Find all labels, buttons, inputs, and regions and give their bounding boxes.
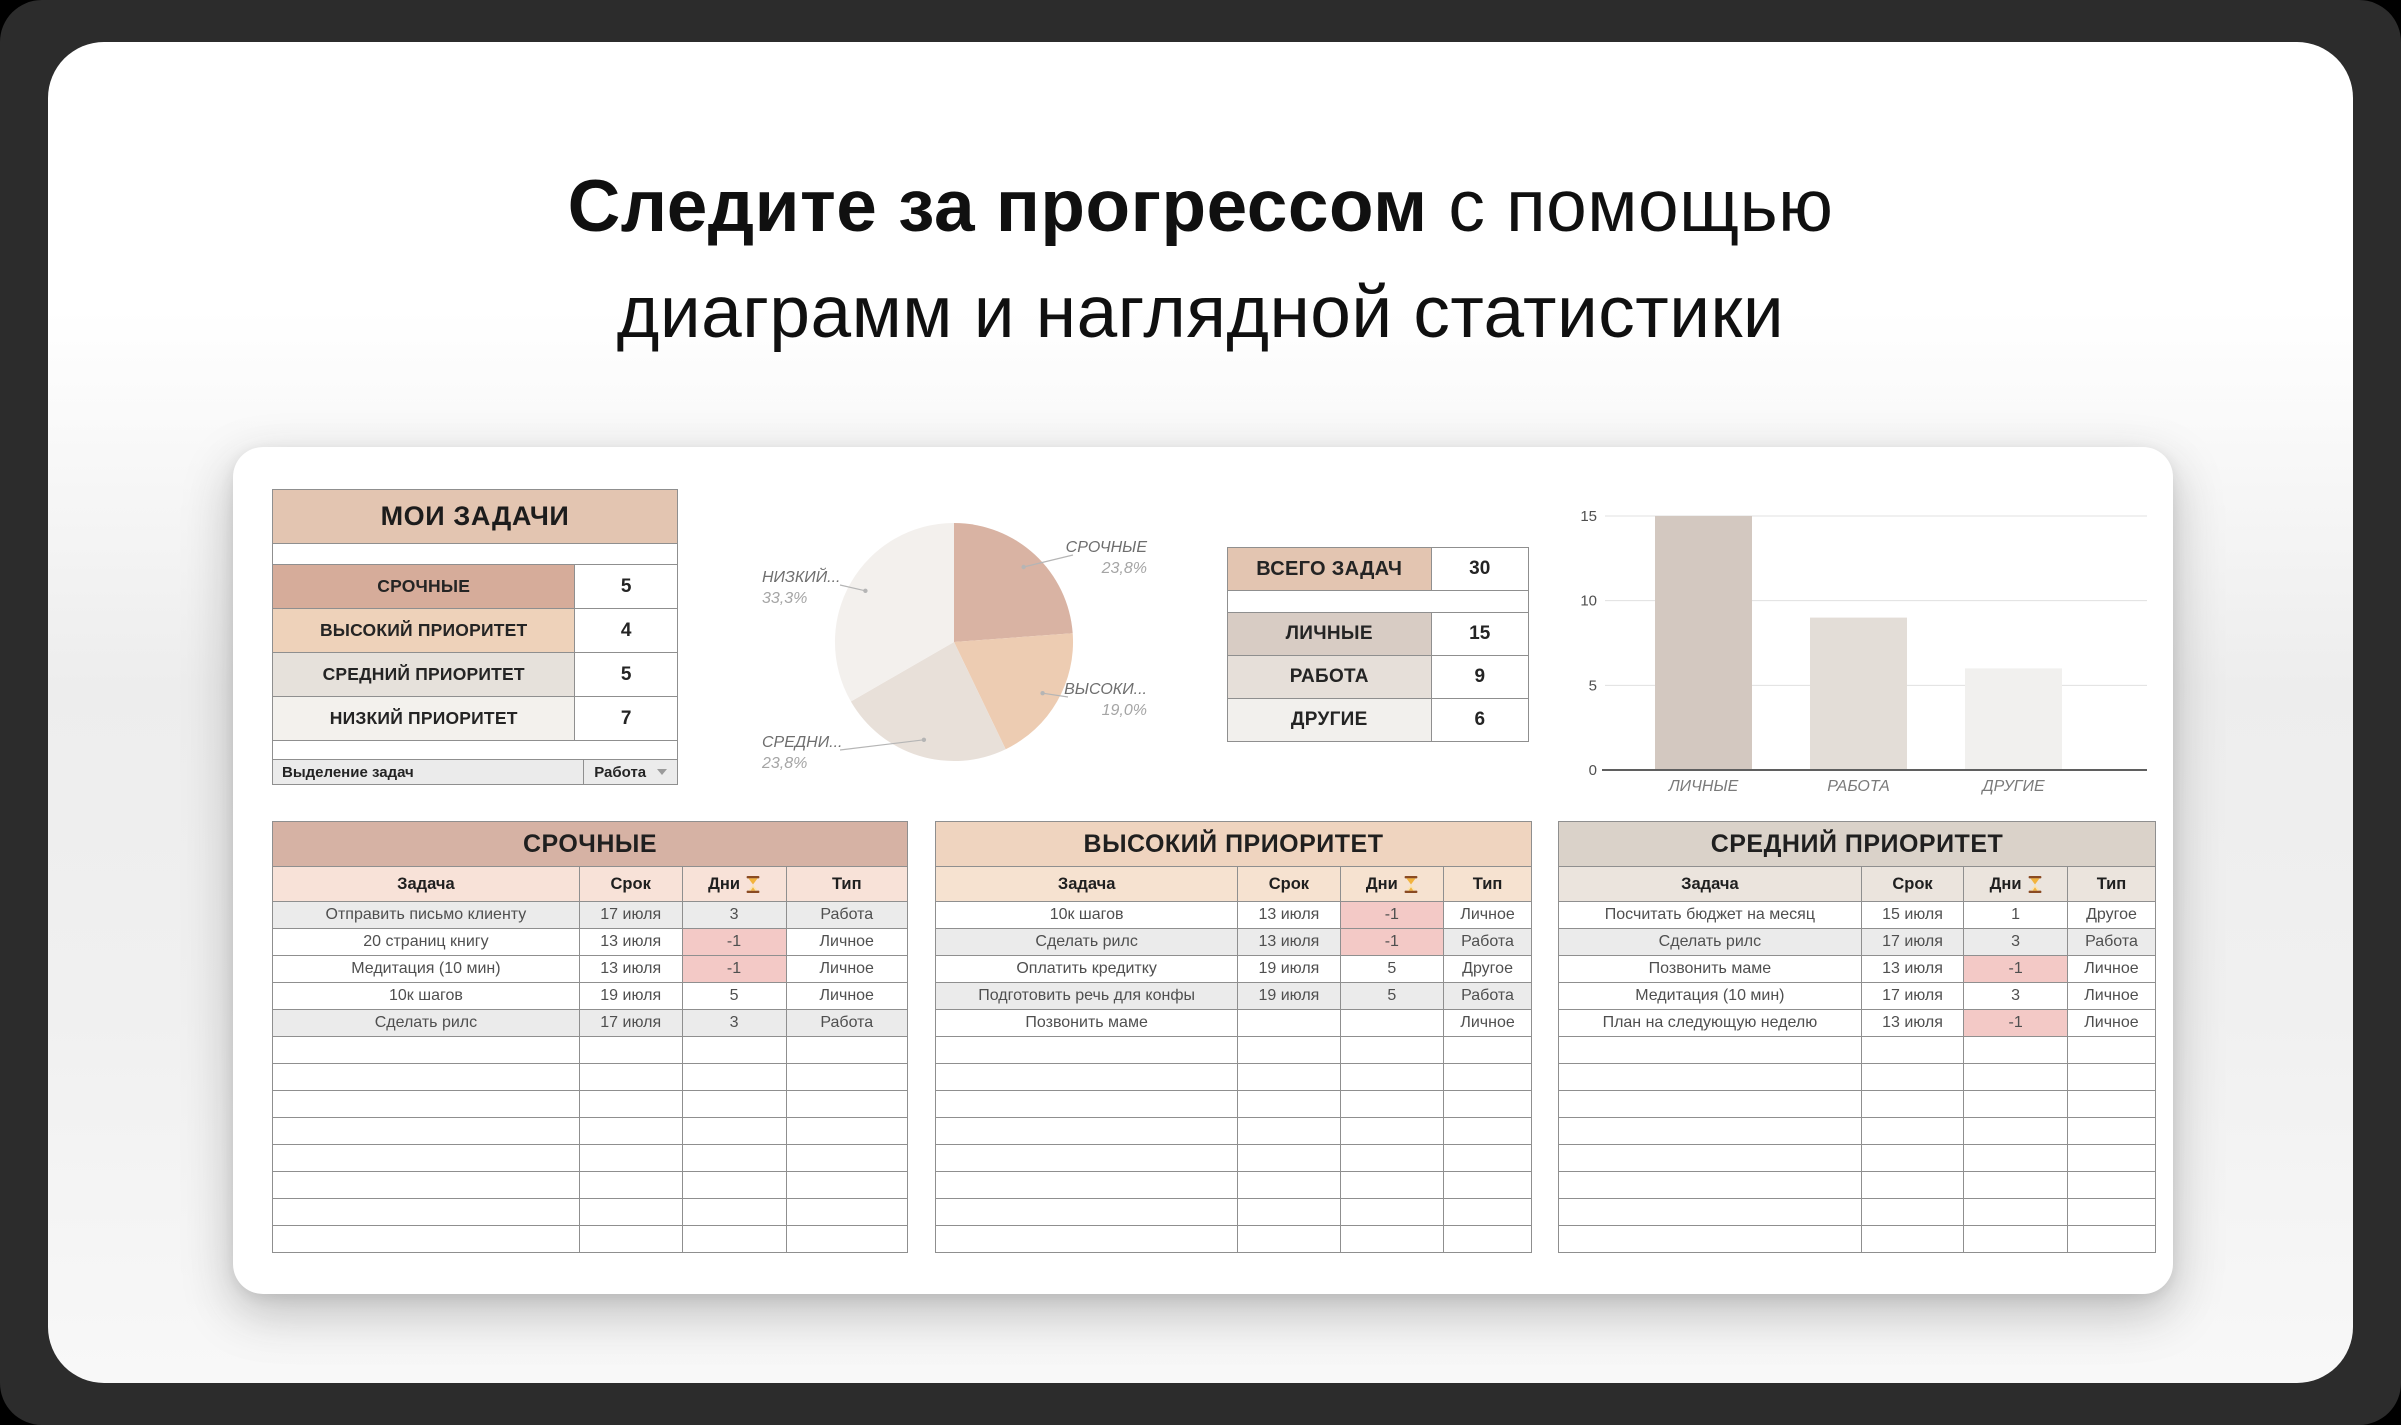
cell-type: Личное	[1460, 1014, 1515, 1031]
cell-days	[1341, 1199, 1445, 1225]
table-title: ВЫСОКИЙ ПРИОРИТЕТ	[935, 821, 1532, 867]
totals-row-value: 15	[1469, 623, 1491, 644]
cell-task	[936, 1199, 1238, 1225]
table-row	[272, 928, 908, 956]
cell-days	[1964, 1118, 2068, 1144]
cell-days	[1341, 1091, 1445, 1117]
cell-due	[580, 1199, 683, 1225]
my-tasks-title-text: МОИ ЗАДАЧИ	[380, 501, 570, 531]
cell-due: 17 июля	[580, 1010, 683, 1036]
cell-type: Работа	[1444, 929, 1531, 955]
totals-value: 30	[1469, 558, 1491, 579]
cell-type: Личное	[2084, 987, 2139, 1004]
cell-task: Оплатить кредитку	[936, 956, 1238, 982]
y-tick-label: 5	[1588, 677, 1597, 695]
table-row	[1558, 1117, 2156, 1145]
cell-days: 3	[1964, 983, 2068, 1009]
cell-task	[936, 1172, 1238, 1198]
table-title: СРЕДНИЙ ПРИОРИТЕТ	[1558, 821, 2156, 867]
totals-row-label: ДРУГИЕ	[1228, 699, 1432, 741]
cell-type: Личное	[2084, 960, 2139, 977]
slide-card	[48, 42, 2353, 1383]
cell-task: Сделать рилс	[936, 929, 1238, 955]
summary-row-label: ВЫСОКИЙ ПРИОРИТЕТ	[273, 609, 575, 652]
header-cell-task: Задача	[1559, 867, 1862, 901]
table-row	[935, 928, 1532, 956]
summary-row	[272, 608, 678, 653]
spacer-row	[1227, 590, 1529, 613]
pie-label: СРОЧНЫЕ	[1065, 539, 1147, 556]
cell-task	[273, 1226, 580, 1252]
cell-due	[1862, 1118, 1965, 1144]
cell-due	[1238, 1010, 1340, 1036]
cell-days: 5	[1341, 956, 1445, 982]
cell-type: Работа	[787, 902, 907, 928]
pie-callout-dot	[922, 738, 926, 742]
cell-type	[1444, 1172, 1531, 1198]
table-row	[272, 1009, 908, 1037]
cell-due	[1238, 1226, 1340, 1252]
cell-task: Сделать рилс	[1559, 929, 1862, 955]
table-row	[272, 1090, 908, 1118]
cell-due: 15 июля	[1862, 902, 1965, 928]
cell-days: -1	[1964, 956, 2068, 982]
y-tick-label: 0	[1588, 762, 1597, 779]
table-row	[1558, 928, 2156, 956]
cell-type	[1444, 1199, 1531, 1225]
table-row	[935, 1090, 1532, 1118]
cell-due: 17 июля	[1862, 929, 1965, 955]
table-row	[1558, 1198, 2156, 1226]
cell-due: 17 июля	[580, 902, 683, 928]
cell-due: 19 июля	[1238, 956, 1340, 982]
cell-days: 5	[1341, 983, 1445, 1009]
task-highlight-filter	[272, 759, 678, 785]
cell-task	[936, 1064, 1238, 1090]
table-row	[272, 1036, 908, 1064]
cell-task	[273, 1199, 580, 1225]
table-row	[272, 955, 908, 983]
table-row	[935, 1171, 1532, 1199]
pie-slice-СРОЧНЫЕ	[954, 523, 1073, 642]
page-title-line1: Следите за прогрессом с помощью	[567, 166, 1834, 247]
page-title	[48, 154, 2353, 366]
cell-task	[273, 1145, 580, 1171]
cell-due	[1238, 1037, 1340, 1063]
pie-callout-dot	[1040, 691, 1044, 695]
cell-type	[1444, 1064, 1531, 1090]
cell-type	[2068, 1118, 2155, 1144]
totals-header-row	[1227, 547, 1529, 591]
pie-percent: 19,0%	[1101, 702, 1147, 719]
cell-days	[1964, 1199, 2068, 1225]
cell-due	[1238, 1199, 1340, 1225]
cell-task	[273, 1091, 580, 1117]
header-cell-type: Тип	[2068, 867, 2155, 901]
cell-days	[683, 1199, 787, 1225]
pie-callout-dot	[1021, 565, 1025, 569]
cell-due	[1862, 1064, 1965, 1090]
header-cell-task: Задача	[273, 867, 580, 901]
table-header-row	[1558, 866, 2156, 902]
header-cell-due: Срок	[1238, 867, 1340, 901]
table-row	[1558, 955, 2156, 983]
cell-type: Работа	[2068, 929, 2155, 955]
table-row	[1558, 1171, 2156, 1199]
cell-days	[1964, 1037, 2068, 1063]
totals-row-label: РАБОТА	[1228, 656, 1432, 698]
header-cell-type: Тип	[1444, 867, 1531, 901]
cell-task	[1559, 1037, 1862, 1063]
cell-type: Личное	[1460, 906, 1515, 923]
header-cell-due: Срок	[1862, 867, 1965, 901]
cell-due	[580, 1118, 683, 1144]
cell-days	[1341, 1118, 1445, 1144]
cell-task: Подготовить речь для конфы	[936, 983, 1238, 1009]
x-category-label: ДРУГИЕ	[1982, 778, 2045, 795]
cell-task: 10к шагов	[936, 902, 1238, 928]
cell-days	[1964, 1064, 2068, 1090]
cell-task	[273, 1037, 580, 1063]
header-cell-days: Дни	[1964, 867, 2068, 901]
cell-due	[1862, 1037, 1965, 1063]
cell-type	[1444, 1226, 1531, 1252]
table-row	[272, 1225, 908, 1253]
cell-days	[683, 1226, 787, 1252]
cell-days	[1341, 1037, 1445, 1063]
filter-value: Работа	[594, 763, 647, 781]
cell-days	[683, 1091, 787, 1117]
task-table-medium-priority	[1558, 822, 2156, 1253]
cell-due	[1862, 1091, 1965, 1117]
cell-type: Работа	[787, 1010, 907, 1036]
table-row	[1558, 901, 2156, 929]
header-cell-task: Задача	[936, 867, 1238, 901]
summary-row-label: НИЗКИЙ ПРИОРИТЕТ	[273, 697, 575, 740]
cell-days	[683, 1064, 787, 1090]
cell-days	[683, 1037, 787, 1063]
filter-label: Выделение задач	[273, 760, 584, 784]
cell-task: Позвонить маме	[1559, 956, 1862, 982]
cell-type	[2068, 1199, 2155, 1225]
cell-type	[787, 1199, 907, 1225]
cell-task: Сделать рилс	[273, 1010, 580, 1036]
totals-row-value: 6	[1474, 709, 1486, 730]
table-row	[1558, 982, 2156, 1010]
cell-task	[936, 1037, 1238, 1063]
cell-task: Медитация (10 мин)	[273, 956, 580, 982]
summary-row	[272, 696, 678, 741]
cell-task	[936, 1145, 1238, 1171]
table-row	[935, 901, 1532, 929]
table-row	[935, 1063, 1532, 1091]
summary-row-value: 5	[620, 575, 632, 597]
table-row	[272, 1198, 908, 1226]
cell-days: 3	[1964, 929, 2068, 955]
cell-due	[1238, 1145, 1340, 1171]
summary-row-value: 4	[620, 619, 632, 641]
cell-task	[273, 1172, 580, 1198]
cell-due: 13 июля	[1238, 929, 1340, 955]
totals-title: ВСЕГО ЗАДАЧ	[1228, 548, 1432, 590]
spacer-row	[272, 543, 678, 565]
cell-days	[683, 1172, 787, 1198]
cell-due	[580, 1145, 683, 1171]
cell-days: 5	[683, 983, 787, 1009]
table-header-row	[272, 866, 908, 902]
summary-row-value: 7	[620, 707, 632, 729]
pie-label: ВЫСОКИ...	[1064, 681, 1147, 698]
cell-due: 13 июля	[1862, 956, 1965, 982]
cell-due	[1862, 1172, 1965, 1198]
cell-days	[1341, 1064, 1445, 1090]
table-row	[1558, 1063, 2156, 1091]
header-cell-days: Дни	[683, 867, 787, 901]
cell-days: -1	[1341, 902, 1445, 928]
cell-type	[787, 1037, 907, 1063]
cell-task: Медитация (10 мин)	[1559, 983, 1862, 1009]
table-row	[272, 1117, 908, 1145]
cell-type	[2068, 1064, 2155, 1090]
cell-type: Другое	[1462, 960, 1513, 977]
table-row	[935, 1198, 1532, 1226]
summary-row	[272, 564, 678, 609]
pie-percent: 23,8%	[762, 755, 808, 772]
cell-task	[1559, 1172, 1862, 1198]
cell-task	[273, 1118, 580, 1144]
cell-days	[1964, 1226, 2068, 1252]
table-row	[935, 1225, 1532, 1253]
cell-type	[787, 1145, 907, 1171]
cell-days	[683, 1145, 787, 1171]
cell-due	[580, 1226, 683, 1252]
table-row	[272, 1171, 908, 1199]
table-row	[1558, 1225, 2156, 1253]
cell-type	[787, 1064, 907, 1090]
pie-percent: 23,8%	[1101, 560, 1147, 577]
cell-due	[1862, 1226, 1965, 1252]
totals-row	[1227, 655, 1529, 699]
cell-task	[936, 1091, 1238, 1117]
cell-days: -1	[1341, 929, 1445, 955]
table-row	[272, 1144, 908, 1172]
totals-row-label: ЛИЧНЫЕ	[1228, 613, 1432, 655]
cell-task: Отправить письмо клиенту	[273, 902, 580, 928]
table-row	[935, 1117, 1532, 1145]
header-cell-due: Срок	[580, 867, 683, 901]
cell-days: -1	[1964, 1010, 2068, 1036]
summary-row	[272, 652, 678, 697]
bar-РАБОТА	[1810, 618, 1907, 770]
cell-due	[580, 1091, 683, 1117]
cell-type: Личное	[819, 987, 874, 1004]
cell-type	[2068, 1091, 2155, 1117]
my-tasks-title	[272, 489, 678, 544]
cell-task: 20 страниц книгу	[273, 929, 580, 955]
cell-due: 19 июля	[580, 983, 683, 1009]
filter-dropdown[interactable]	[584, 760, 677, 784]
category-bar-chart	[1575, 495, 2155, 797]
totals-row	[1227, 698, 1529, 742]
cell-days	[1341, 1145, 1445, 1171]
hourglass-icon	[1404, 876, 1418, 893]
header-cell-type: Тип	[787, 867, 907, 901]
y-tick-label: 10	[1580, 592, 1597, 610]
summary-row-value: 5	[620, 663, 632, 685]
bar-ДРУГИЕ	[1965, 668, 2062, 770]
y-tick-label: 15	[1580, 508, 1597, 525]
cell-due: 13 июля	[1862, 1010, 1965, 1036]
cell-days: -1	[683, 929, 787, 955]
cell-type: Другое	[2086, 906, 2137, 923]
cell-days: 3	[683, 902, 787, 928]
pie-percent: 33,3%	[762, 590, 808, 607]
table-row	[272, 901, 908, 929]
cell-due: 19 июля	[1238, 983, 1340, 1009]
table-header-row	[935, 866, 1532, 902]
table-row	[1558, 1009, 2156, 1037]
table-row	[1558, 1144, 2156, 1172]
totals-row	[1227, 612, 1529, 656]
cell-due	[580, 1064, 683, 1090]
cell-type	[2068, 1172, 2155, 1198]
cell-type	[1444, 1091, 1531, 1117]
x-category-label: ЛИЧНЫЕ	[1668, 778, 1739, 795]
cell-type	[787, 1226, 907, 1252]
cell-task	[1559, 1145, 1862, 1171]
cell-type: Работа	[1444, 983, 1531, 1009]
totals-row-value: 9	[1474, 666, 1486, 687]
cell-due	[580, 1172, 683, 1198]
table-title: СРОЧНЫЕ	[272, 821, 908, 867]
cell-due	[1238, 1172, 1340, 1198]
dropdown-arrow-icon	[657, 769, 667, 775]
cell-due	[1238, 1091, 1340, 1117]
cell-task	[1559, 1199, 1862, 1225]
totals-card	[1227, 548, 1529, 742]
cell-task: Позвонить маме	[936, 1010, 1238, 1036]
cell-days	[1964, 1145, 2068, 1171]
cell-type	[1444, 1145, 1531, 1171]
cell-due: 17 июля	[1862, 983, 1965, 1009]
my-tasks-card	[272, 490, 678, 785]
cell-task	[1559, 1118, 1862, 1144]
spacer-row	[272, 740, 678, 760]
header-cell-days: Дни	[1341, 867, 1445, 901]
bar-ЛИЧНЫЕ	[1655, 516, 1752, 770]
cell-type	[787, 1118, 907, 1144]
cell-task: План на следующую неделю	[1559, 1010, 1862, 1036]
cell-type: Личное	[819, 960, 874, 977]
table-row	[272, 982, 908, 1010]
cell-task	[1559, 1064, 1862, 1090]
summary-row-label: СРОЧНЫЕ	[273, 565, 575, 608]
priority-pie-chart	[740, 497, 1170, 792]
cell-days: -1	[683, 956, 787, 982]
table-row	[1558, 1036, 2156, 1064]
cell-type	[1444, 1037, 1531, 1063]
task-table-high-priority	[935, 822, 1532, 1253]
table-row	[1558, 1090, 2156, 1118]
cell-days: 3	[683, 1010, 787, 1036]
cell-days	[1341, 1172, 1445, 1198]
cell-task	[936, 1118, 1238, 1144]
cell-due: 13 июля	[1238, 902, 1340, 928]
hourglass-icon	[2028, 876, 2042, 893]
cell-type	[787, 1172, 907, 1198]
pie-label: НИЗКИЙ...	[762, 569, 841, 586]
cell-task	[1559, 1226, 1862, 1252]
cell-task	[273, 1064, 580, 1090]
hourglass-icon	[746, 876, 760, 893]
table-row	[935, 982, 1532, 1010]
cell-type: Личное	[2084, 1014, 2139, 1031]
table-row	[935, 1036, 1532, 1064]
cell-type	[2068, 1226, 2155, 1252]
pie-label: СРЕДНИ...	[762, 734, 843, 751]
cell-due: 13 июля	[580, 929, 683, 955]
table-row	[935, 1144, 1532, 1172]
cell-days	[1341, 1010, 1445, 1036]
cell-days	[1964, 1172, 2068, 1198]
table-row	[272, 1063, 908, 1091]
x-category-label: РАБОТА	[1827, 778, 1890, 795]
summary-row-label: СРЕДНИЙ ПРИОРИТЕТ	[273, 653, 575, 696]
page-title-line2: диаграмм и наглядной статистики	[616, 272, 1785, 353]
cell-due	[580, 1037, 683, 1063]
cell-type	[787, 1091, 907, 1117]
cell-due	[1238, 1064, 1340, 1090]
cell-task	[936, 1226, 1238, 1252]
cell-due: 13 июля	[580, 956, 683, 982]
dashboard-panel	[233, 447, 2173, 1294]
cell-type	[2068, 1145, 2155, 1171]
cell-due	[1862, 1199, 1965, 1225]
cell-task: 10к шагов	[273, 983, 580, 1009]
cell-days: 1	[1964, 902, 2068, 928]
table-row	[935, 1009, 1532, 1037]
task-table-urgent	[272, 822, 908, 1253]
cell-task	[1559, 1091, 1862, 1117]
cell-days	[1341, 1226, 1445, 1252]
cell-days	[1964, 1091, 2068, 1117]
pie-callout-dot	[863, 589, 867, 593]
cell-days	[683, 1118, 787, 1144]
cell-due	[1862, 1145, 1965, 1171]
table-row	[935, 955, 1532, 983]
cell-task: Посчитать бюджет на месяц	[1559, 902, 1862, 928]
cell-type: Личное	[819, 933, 874, 950]
cell-type	[2068, 1037, 2155, 1063]
cell-type	[1444, 1118, 1531, 1144]
cell-due	[1238, 1118, 1340, 1144]
